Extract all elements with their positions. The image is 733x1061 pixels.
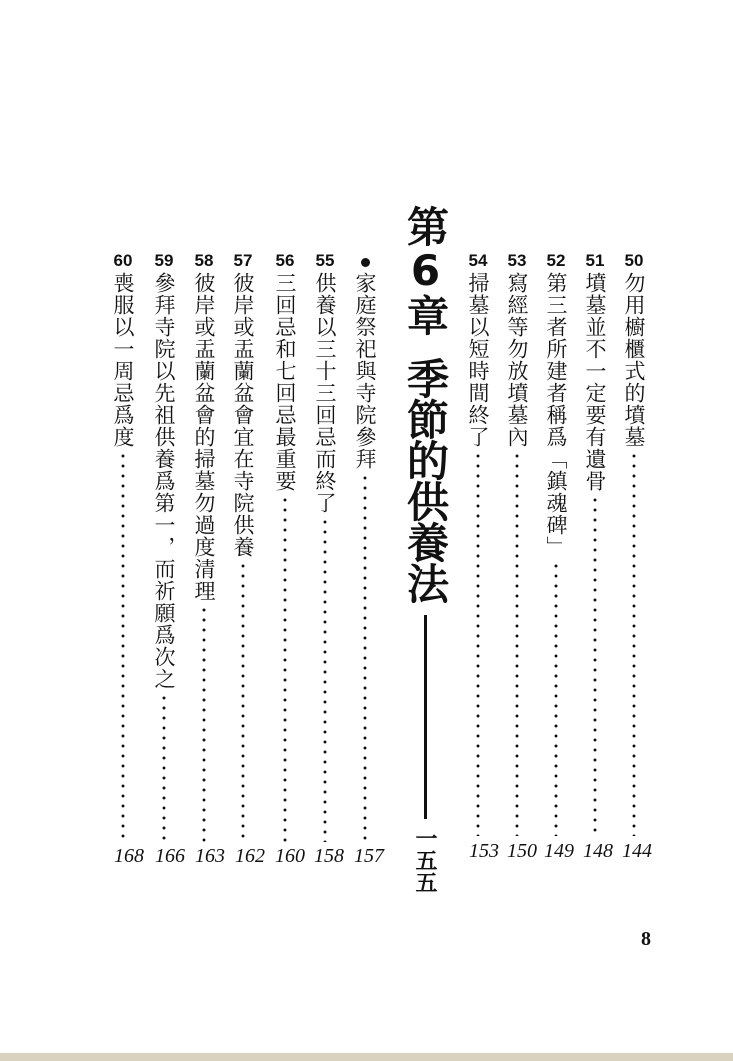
entry-title: 墳墓並不一定要有遺骨 [583, 272, 607, 492]
entry-title: 喪服以一周忌爲度 [111, 272, 135, 448]
entry-page-number: 157 [354, 845, 384, 867]
dot-leader [554, 561, 558, 836]
entry-number: 59 [154, 251, 174, 270]
dot-leader [323, 517, 327, 842]
entry-number: 60 [113, 251, 133, 270]
dot-leader [632, 451, 636, 836]
entry-title: 勿用櫥櫃式的墳墓 [622, 272, 646, 448]
entry-page-number: 153 [469, 840, 499, 862]
entry-title: 掃墓以短時間終了 [466, 272, 490, 448]
entry-page-number: 162 [235, 845, 265, 867]
toc-entry [272, 252, 298, 842]
entry-number: 56 [275, 251, 295, 270]
entry-title: 參拜寺院以先祖供養爲第一，而祈願爲次之 [152, 272, 176, 690]
entry-title: 寫經等勿放墳墓內 [505, 272, 529, 448]
entry-page-number: 150 [507, 840, 537, 862]
entry-page-number: 168 [114, 845, 144, 867]
entry-page-number: 160 [275, 845, 305, 867]
chapter-heading [402, 205, 448, 893]
dot-leader [476, 451, 480, 836]
chapter-title [402, 205, 448, 603]
dot-leader [363, 473, 367, 842]
chapter-page-number: 一五五 [412, 827, 438, 893]
toc-entry [582, 252, 608, 836]
scan-edge [0, 1053, 733, 1061]
toc-entry [151, 252, 177, 842]
toc-entry [543, 252, 569, 836]
entry-number: 53 [507, 251, 527, 270]
entry-title: 第三者所建者稱爲「鎮魂碑」 [544, 272, 568, 558]
dot-leader [162, 693, 166, 842]
entry-page-number: 158 [314, 845, 344, 867]
toc-entry [504, 252, 530, 836]
toc-entry [230, 252, 256, 842]
entry-title: 彼岸或盂蘭盆會的掃墓勿過度清理 [192, 272, 216, 602]
toc-entry [621, 252, 647, 836]
entry-page-number: 144 [622, 840, 652, 862]
folio-page-number: 8 [641, 928, 651, 950]
entry-page-number: 148 [583, 840, 613, 862]
chapter-rule [424, 615, 427, 819]
entry-title: 家庭祭祀與寺院參拜 [353, 272, 377, 470]
entry-number: 55 [315, 251, 335, 270]
dot-leader [515, 451, 519, 836]
dot-leader [593, 495, 597, 836]
entry-number: 50 [624, 251, 644, 270]
toc-entry [312, 252, 338, 842]
dot-leader [283, 495, 287, 842]
entry-page-number: 163 [195, 845, 225, 867]
dot-leader [202, 605, 206, 842]
entry-page-number: 149 [544, 840, 574, 862]
chapter-number-label: 第6章 [401, 205, 450, 335]
chapter-name: 季節的供養法 [401, 357, 450, 603]
entry-title: 三回忌和七回忌最重要 [273, 272, 297, 492]
toc-entry [352, 252, 378, 842]
bullet-icon [361, 258, 370, 267]
toc-entry [465, 252, 491, 836]
entry-title: 彼岸或盂蘭盆會宜在寺院供養 [231, 272, 255, 558]
dot-leader [121, 451, 125, 842]
entry-title: 供養以三十三回忌而終了 [313, 272, 337, 514]
entry-number: 51 [585, 251, 605, 270]
dot-leader [241, 561, 245, 842]
toc-entry [191, 252, 217, 842]
entry-number: 54 [468, 251, 488, 270]
toc-entry [110, 252, 136, 842]
entry-number: 58 [194, 251, 214, 270]
entry-number: 57 [233, 251, 253, 270]
entry-page-number: 166 [155, 845, 185, 867]
entry-number: 52 [546, 251, 566, 270]
